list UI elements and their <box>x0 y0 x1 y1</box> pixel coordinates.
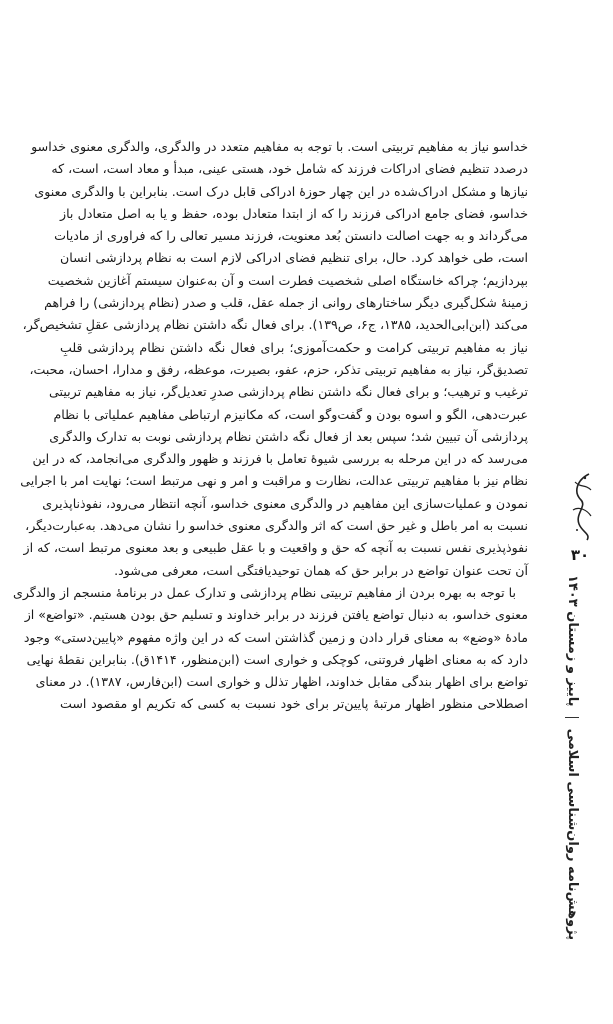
issue-label: پاییز و زمستان ۱۴۰۳ <box>565 575 580 707</box>
text-line: بپردازیم؛ چراکه خاستگاه اصلی شخصیت فطرت است و آن به‌عنوان سیستم آغازین شخصیت <box>47 272 528 288</box>
text-line: معنوی خداسو، به دنبال تواضع یافتن فرزند در برابر خداوند و تسلیم حق بودن هستیم. «تواضع» از <box>24 607 528 623</box>
text-line: می‌گرداند و به جهت اصالت دانستن بُعد معنویت، فرزند مسیر تعالی را که فراوری از مادیات <box>54 228 528 244</box>
text-line: نسبت به امر باطل و غیر حق است که اثر والدگری معنوی خداسو را نشان می‌دهد. به‌عبارت‌دیگر، <box>25 518 528 534</box>
text-line: خداسو، فضای جامع ادراکی فرزند را که از ابتدا متعادل بوده، حفظ و یا به اصل متعادل باز <box>60 205 528 221</box>
running-header <box>565 575 580 940</box>
text-line: مادهٔ «وضع» به معنای قرار دادن و زمین گذاشتن است که در این واژه مفهوم «پایین‌دستی» وجود <box>23 629 528 645</box>
text-line: ترغیب و ترهیب؛ و برای فعال نگه داشتن نظام پردازشی صدرِ تعدیل‌گر، نیاز به مفاهیم تربیتی <box>49 384 528 400</box>
journal-logo-icon <box>567 470 597 544</box>
text-line: خداسو نیاز به مفاهیم تربیتی است. با توجه به مفاهیم متعدد در والدگری، والدگری معنوی خداسو <box>31 139 528 154</box>
text-line: عبرت‌دهی، الگو و اسوه بودن و گفت‌وگو است، که مکانیزم ارتباطی مفاهیم عملیاتی با نظام <box>53 406 528 422</box>
text-line: نظام نیز با مفاهیم تربیتی عدالت، نظارت و مراقبت و امر و نهی مرتبط است؛ نهایت امر با اجرایی <box>20 473 528 489</box>
text-line: زمینهٔ شکل‌گیری دیگر ساختارهای روانی از جمله عقل، قلب و صدر (نظام پردازشی) را فراهم <box>44 295 528 311</box>
text-line: با توجه به بهره بردن از مفاهیم تربیتی نظام پردازشی و تدارک عمل در برنامهٔ منسجم از والدگری <box>12 584 516 600</box>
text-line: است، طی خواهد کرد. حال، برای تنظیم فضای ادراکی لازم است به نظام پردازشی انسان <box>60 250 528 266</box>
text-line: پردازشی آن تبیین شد؛ سپس بعد از فعال نگه داشتن نظام پردازشی نوبت به تدارک والدگری <box>49 428 528 444</box>
page-number: ۳۰ <box>570 546 590 564</box>
text-line: درصدد تنظیم فضای ادراکات فرزند که شامل خود، هستی عینی، مبدأ و معاد است، است، که <box>51 161 528 177</box>
text-line: دارد که به معنای اظهار فروتنی، کوچکی و خواری است (ابن‌منظور، ۱۴۱۴ق). بنابراین نقطهٔ نهایی <box>26 651 528 667</box>
text-line: نفوذپذیری نفس نسبت به آنچه که حق و واقعیت و با عقل طبیعی و بعد معنوی مرتبط است، که از <box>23 540 528 556</box>
text-line: نمودن و عملیات‌سازی این مفاهیم در والدگری معنوی خداسو، آنچه انتظار می‌رود، نفوذناپذیری <box>42 495 528 511</box>
journal-title: پژوهش‌نامه روان‌شناسی اسلامی <box>565 728 580 941</box>
text-line: می‌رسد که در این مرحله به بررسی شیوهٔ تعامل با فرزند و ظهور والدگری می‌انجامد، که در این <box>32 451 528 467</box>
text-line: تصدیق‌گر، نیاز به مفاهیم تربیتی تذکر، حزم، عفو، بصیرت، موعظه، رفق و مدارا، احسان، محبت، <box>29 361 528 377</box>
text-line: نیازها و مشکل ادراک‌شده در این چهار حوزهٔ ادراکی قابل درک است. بنابراین با والدگری معنوی <box>34 183 528 199</box>
text-line: تواضع برای اظهار بندگی مقابل خداوند، اظهار تذلل و خواری است (ابن‌فارس، ۱۳۸۷). در معنای <box>35 674 528 690</box>
text-line: اصطلاحی منظور اظهار مرتبهٔ پایین‌تر برای خود نسبت به کسی که تکریم او مقصود است <box>60 696 528 712</box>
body-text <box>12 136 528 716</box>
text-line: می‌کند (ابن‌ابی‌الحدید، ۱۳۸۵، ج۶، ص۱۳۹). برای فعال نگه داشتن نظام پردازشی عقلِ تشخیص‌گر، <box>22 317 528 333</box>
text-line: نیاز به مفاهیم تربیتی کرامت و حکمت‌آموزی؛ برای فعال نگه داشتن نظام پردازشی قلبِ <box>60 339 528 355</box>
text-line: آن تحت عنوان تواضع در برابر حق که همان توحیدیافتگی است، معرفی می‌شود. <box>114 562 528 578</box>
header-divider <box>566 717 580 718</box>
